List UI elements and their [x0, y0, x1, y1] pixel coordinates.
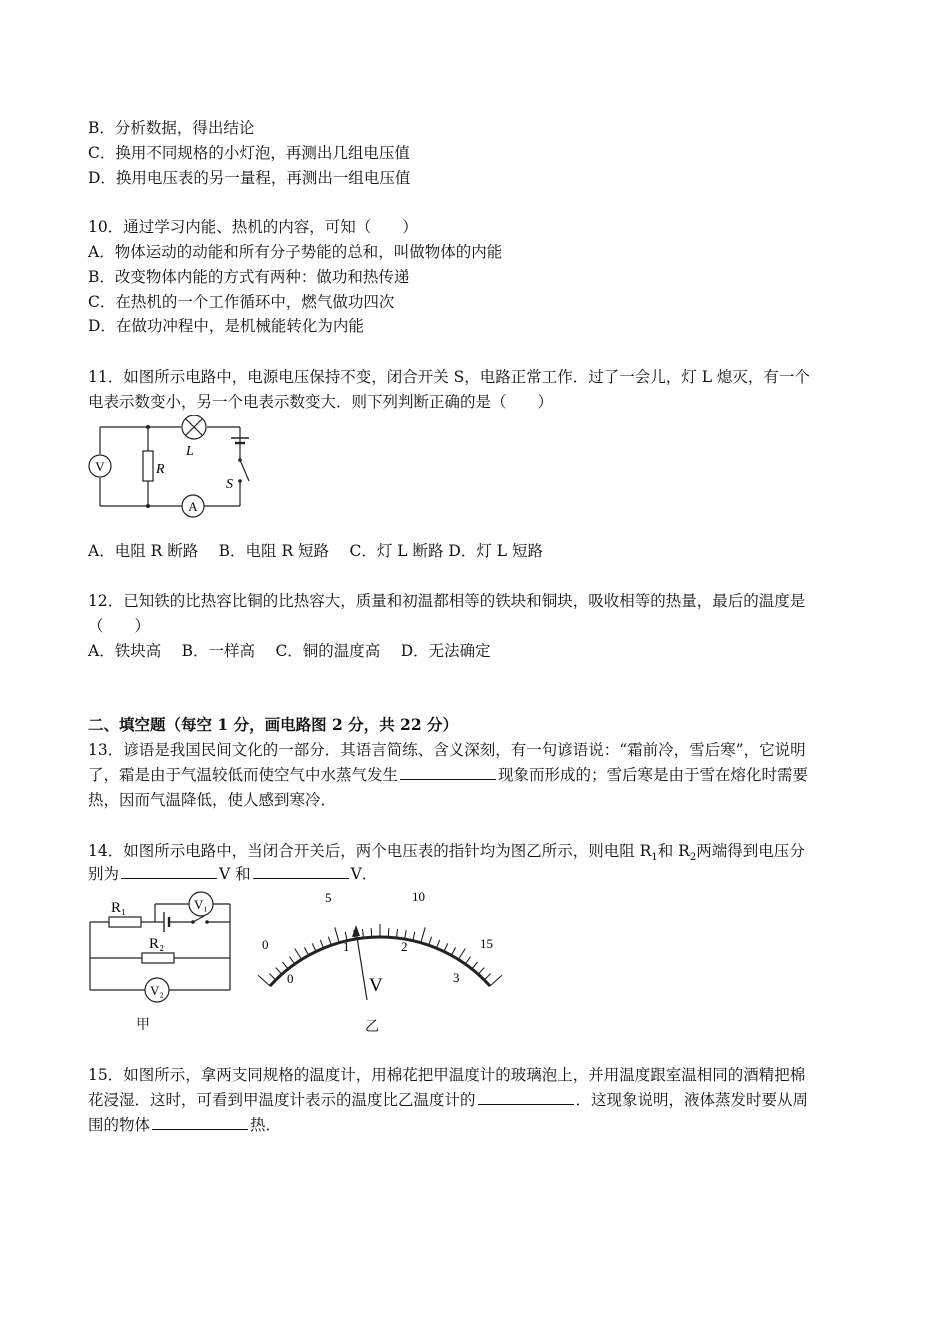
- dial-outer-10: 10: [412, 889, 425, 904]
- q15-line3: [88, 1113, 281, 1137]
- dial-inner-3: 3: [453, 970, 460, 985]
- q14-line2-b: V 和: [219, 865, 251, 883]
- q12-stem-line2: （ ）: [88, 617, 151, 635]
- section-2-title: 二、填空题（每空 1 分，画电路图 2 分，共 22 分）: [88, 715, 459, 734]
- dial-inner-0: 0: [287, 971, 294, 986]
- v1-label: V₁: [194, 897, 208, 912]
- voltmeter-label: V: [95, 459, 105, 474]
- dial-tick: [258, 975, 270, 986]
- q15-line3-a: 围的物体: [88, 1116, 151, 1134]
- q10-option-a: A．物体运动的动能和所有分子势能的总和，叫做物体的内能: [88, 243, 503, 261]
- switch-label: S: [226, 477, 233, 492]
- r2-subscript: 2: [689, 852, 697, 864]
- q9-option-d: D．换用电压表的另一量程，再测出一组电压值: [88, 169, 411, 187]
- dial-tick: [421, 927, 425, 942]
- q15-line1: 15．如图所示，拿两支同规格的温度计，用棉花把甲温度计的玻璃泡上，并用温度跟室温相同的酒精把棉: [88, 1066, 806, 1084]
- q14-line2-c: V．: [350, 865, 378, 883]
- q12-options: A．铁块高 B．一样高 C．铜的温度高 D．无法确定: [88, 642, 491, 660]
- q10-option-c: C．在热机的一个工作循环中，燃气做功四次: [88, 293, 395, 311]
- q13-line2-a: 了，霜是由于气温较低而使空气中水蒸气发生: [88, 766, 399, 784]
- q11-circuit-diagram: [85, 415, 265, 525]
- q15-blank-1[interactable]: [478, 1089, 574, 1105]
- q13-line2: [88, 763, 808, 787]
- q12-stem-line1: 12．已知铁的比热容比铜的比热容大，质量和初温都相等的铁块和铜块，吸收相等的热量，最后的温度是: [88, 592, 806, 610]
- q10-option-d: D．在做功冲程中，是机械能转化为内能: [88, 317, 364, 335]
- q14-blank-1[interactable]: [121, 863, 217, 879]
- lamp-label: L: [186, 444, 194, 459]
- q9-option-b: B．分析数据，得出结论: [88, 119, 255, 137]
- q13-blank-1[interactable]: [400, 764, 496, 780]
- q14-voltmeter-dial-yi: [250, 885, 510, 1010]
- q11-stem-line1: 11．如图所示电路中，电源电压保持不变，闭合开关 S，电路正常工作．过了一会儿，灯 L 熄灭，有一个: [88, 368, 810, 386]
- dial-tick: [458, 949, 465, 960]
- q13-line3: 热，因而气温降低，使人感到寒冷．: [88, 791, 337, 809]
- r1-subscript: 1: [651, 852, 658, 864]
- v2-label: V₂: [150, 983, 164, 998]
- r2-label: R₂: [149, 936, 165, 952]
- dial-needle: [356, 931, 367, 1000]
- dial-inner-1: 1: [343, 939, 350, 954]
- q14-line1-a: 14．如图所示电路中，当闭合开关后，两个电压表的指针均为图乙所示，则电阻 R: [88, 842, 652, 860]
- q11-stem-line2: 电表示数变小，另一个电表示数变大．则下列判断正确的是（ ）: [88, 393, 554, 411]
- q13-line2-b: 现象而形成的；雪后寒是由于雪在熔化时需要: [498, 766, 809, 784]
- q9-option-c: C．换用不同规格的小灯泡，再测出几组电压值: [88, 144, 410, 162]
- q14-line2-a: 别为: [88, 865, 120, 883]
- r1-label: R₁: [111, 900, 127, 916]
- q15-line2: [88, 1088, 808, 1112]
- dial-outer-15: 15: [480, 936, 493, 951]
- q14-line1-b: 和 R: [657, 842, 690, 860]
- q10-stem: 10．通过学习内能、热机的内容，可知（ ）: [88, 218, 418, 236]
- q14-line1-c: 两端得到电压分: [696, 842, 805, 860]
- q15-blank-2[interactable]: [152, 1114, 248, 1130]
- figure-jia-caption: 甲: [136, 1017, 150, 1033]
- q15-line3-b: 热．: [250, 1116, 282, 1134]
- figure-yi-caption: 乙: [365, 1019, 379, 1035]
- dial-needle-tip: [352, 925, 360, 937]
- dial-tick: [490, 975, 502, 986]
- q13-line1: 13．谚语是我国民间文化的一部分．其语言简练、含义深刻，有一句谚语说：“霜前冷，雪后寒”，它说明: [88, 741, 806, 759]
- q14-line2: [88, 862, 377, 886]
- q15-line2-b: ．这现象说明，液体蒸发时要从周: [575, 1091, 809, 1109]
- q11-options: A．电阻 R 断路 B．电阻 R 短路 C．灯 L 断路 D．灯 L 短路: [88, 542, 543, 560]
- resistor-label: R: [156, 462, 165, 477]
- q14-blank-2[interactable]: [253, 863, 349, 879]
- dial-tick: [335, 927, 339, 942]
- ammeter-label: A: [188, 499, 198, 514]
- dial-tick: [295, 949, 302, 960]
- dial-outer-5: 5: [325, 890, 332, 905]
- q14-circuit-diagram-jia: [85, 890, 240, 1005]
- q10-option-b: B．改变物体内能的方式有两种：做功和热传递: [88, 268, 410, 286]
- dial-inner-2: 2: [401, 939, 408, 954]
- dial-outer-0: 0: [262, 937, 269, 952]
- q15-line2-a: 花浸湿．这时，可看到甲温度计表示的温度比乙温度计的: [88, 1091, 476, 1109]
- dial-unit: V: [369, 975, 383, 996]
